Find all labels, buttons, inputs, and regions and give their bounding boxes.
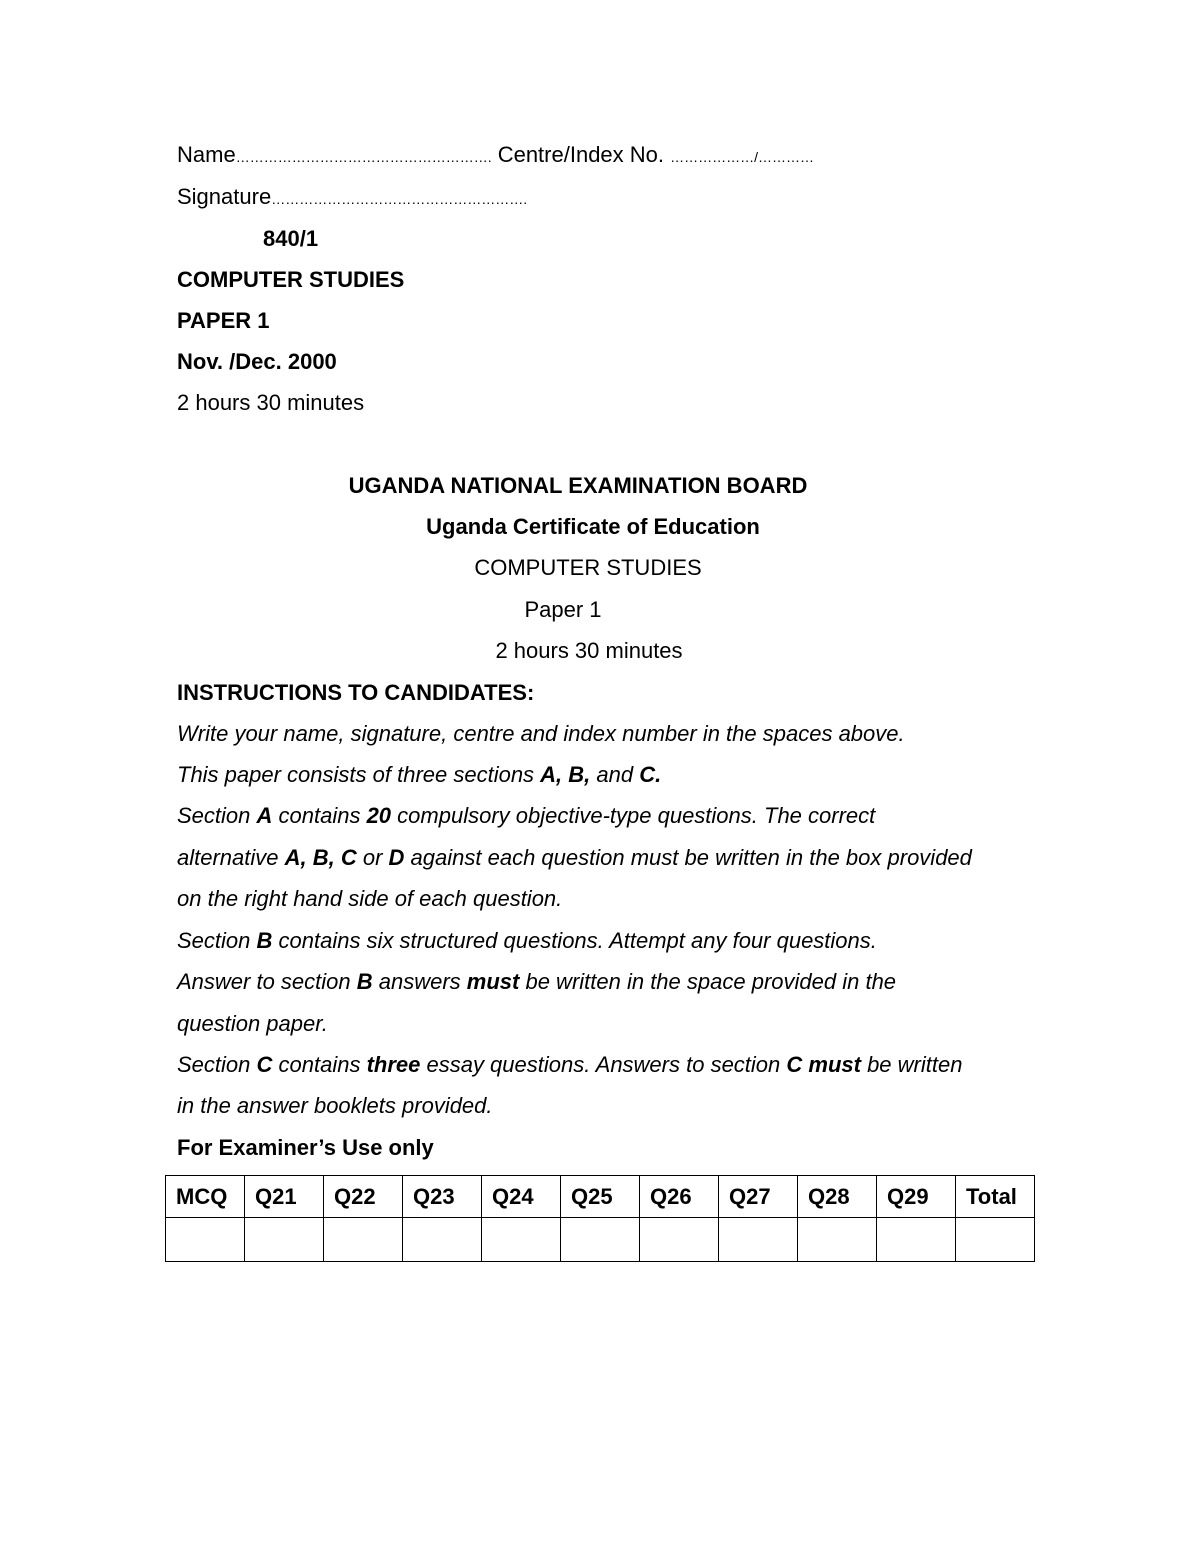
col-q25: Q25 [561,1176,640,1218]
emphasis: B [256,928,273,953]
score-header-row [166,1176,1035,1218]
text: Answer to section [177,969,357,994]
paper-title: Paper 1 [524,597,602,622]
score-cell-q24[interactable] [482,1218,561,1262]
score-entry-row [166,1218,1035,1262]
examiner-score-table [165,1175,1035,1262]
emphasis: D [388,845,405,870]
emphasis: A, B, C [284,845,357,870]
signature-line [177,183,527,213]
instruction-line-9 [177,1051,962,1079]
paper-code: 840/1 [263,226,319,251]
emphasis: A, B, [540,762,591,787]
text: alternative [177,845,285,870]
instruction-line-3 [177,802,875,830]
name-label: Name [177,142,236,167]
col-q23: Q23 [403,1176,482,1218]
score-cell-q21[interactable] [245,1218,324,1262]
score-cell-q23[interactable] [403,1218,482,1262]
name-field[interactable]: ………………………………………………. [235,149,492,165]
centre-label: Centre/Index No. [497,142,665,167]
score-cell-mcq[interactable] [166,1218,245,1262]
text: essay questions. Answers to section [420,1052,787,1077]
text: contains [272,803,367,828]
subject-heading: COMPUTER STUDIES [177,267,405,292]
instruction-line-2 [177,761,661,789]
score-cell-q25[interactable] [561,1218,640,1262]
instruction-line-1: Write your name, signature, centre and index number in the spaces above. [177,721,905,746]
score-cell-q22[interactable] [324,1218,403,1262]
text: be written [860,1052,963,1077]
text: This paper consists of three sections [177,762,541,787]
instruction-line-6 [177,927,877,955]
emphasis: B [356,969,373,994]
exam-date: Nov. /Dec. 2000 [177,349,337,374]
score-cell-q28[interactable] [798,1218,877,1262]
text: Section [177,1052,257,1077]
score-cell-q27[interactable] [719,1218,798,1262]
score-cell-total[interactable] [956,1218,1035,1262]
instruction-line-10: in the answer booklets provided. [177,1093,493,1118]
text: Section [177,803,257,828]
text: compulsory objective-type questions. The correct [391,803,876,828]
col-q27: Q27 [719,1176,798,1218]
col-q26: Q26 [640,1176,719,1218]
instruction-line-7 [177,968,896,996]
emphasis: C [256,1052,273,1077]
col-mcq: MCQ [166,1176,245,1218]
examiner-heading: For Examiner’s Use only [177,1135,434,1160]
emphasis: C must [786,1052,861,1077]
instruction-line-4 [177,844,972,872]
emphasis: 20 [366,803,392,828]
col-q29: Q29 [877,1176,956,1218]
exam-duration: 2 hours 30 minutes [177,390,365,415]
text: or [356,845,389,870]
col-q21: Q21 [245,1176,324,1218]
text: contains [272,1052,367,1077]
col-total: Total [956,1176,1035,1218]
emphasis: three [366,1052,421,1077]
centre-index-field[interactable]: ………………/………… [670,149,815,165]
col-q22: Q22 [324,1176,403,1218]
text: and [590,762,640,787]
emphasis: A [256,803,273,828]
signature-field[interactable]: ………………………………………………. [271,191,528,207]
board-title: UGANDA NATIONAL EXAMINATION BOARD [348,473,808,498]
instruction-line-8: question paper. [177,1011,328,1036]
text: contains six structured questions. Attempt any four questions. [272,928,877,953]
text: answers [372,969,467,994]
name-line [177,141,814,171]
subject-title: COMPUTER STUDIES [474,555,702,580]
col-q28: Q28 [798,1176,877,1218]
text: Section [177,928,257,953]
emphasis: must [466,969,520,994]
certificate-title: Uganda Certificate of Education [426,514,760,539]
emphasis: C. [639,762,662,787]
col-q24: Q24 [482,1176,561,1218]
score-cell-q26[interactable] [640,1218,719,1262]
text: against each question must be written in the box provided [404,845,972,870]
score-cell-q29[interactable] [877,1218,956,1262]
paper-heading: PAPER 1 [177,308,270,333]
signature-label: Signature [177,184,272,209]
instructions-heading: INSTRUCTIONS TO CANDIDATES: [177,680,535,705]
duration-title: 2 hours 30 minutes [495,638,683,663]
text: be written in the space provided in the [519,969,897,994]
instruction-line-5: on the right hand side of each question. [177,886,563,911]
